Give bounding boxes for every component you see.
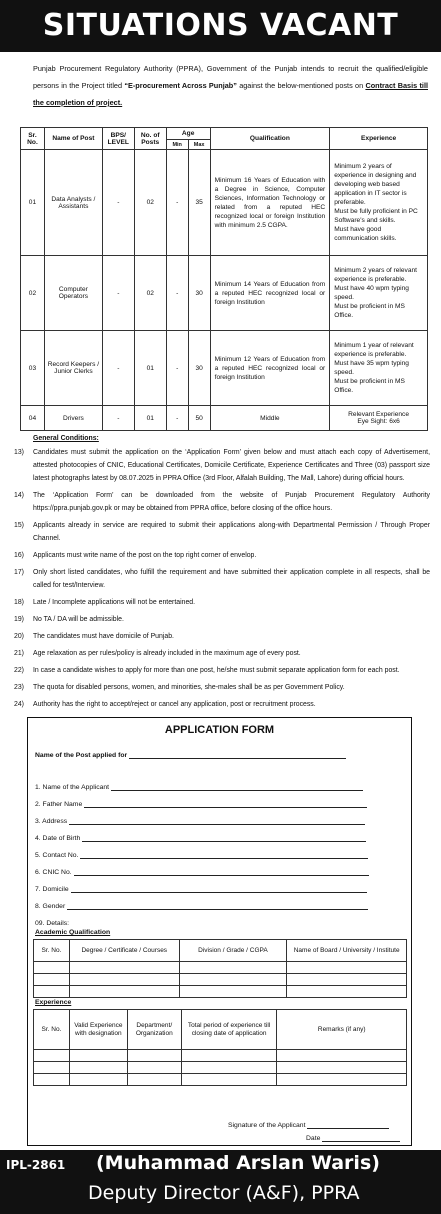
cnic-no-field (35, 868, 369, 876)
academic-cell[interactable] (287, 962, 407, 974)
condition-text: Applicants already in service are required to submit their applications along-with Departmental Permission / Through Proper Channel. (33, 522, 430, 542)
signature-label: Signature of the Applicant (228, 1122, 306, 1129)
experience-line: Must have good communication skills. (334, 226, 397, 242)
row-qualification: Minimum 14 Years of Education from a reputed HEC recognized local or foreign Institution (210, 256, 330, 331)
date-line[interactable] (322, 1134, 400, 1142)
signatory-name: (Muhammad Arslan Waris) (96, 1152, 380, 1174)
signature-line[interactable] (307, 1121, 389, 1129)
ipl-code: IPL-2861 (6, 1158, 66, 1172)
field-line[interactable] (80, 851, 368, 859)
row-age-max: 35 (188, 150, 210, 256)
header-age: Age (166, 128, 210, 140)
academic-cell[interactable] (287, 986, 407, 998)
intro-text: Punjab Procurement Regulatory Authority (PPRA), Government of the Punjab intends to recruit the qualified/eligible persons in the Project titled (33, 64, 428, 90)
condition-item (14, 596, 430, 609)
applicant-name-field (35, 783, 363, 791)
condition-number: 24) (14, 701, 24, 708)
field-label: 2. Father Name (35, 801, 83, 808)
row-experience (330, 331, 428, 406)
experience-cell[interactable] (181, 1062, 277, 1074)
field-line[interactable] (84, 800, 367, 808)
experience-cell[interactable] (69, 1074, 127, 1086)
footer (0, 1150, 441, 1214)
signatory-designation: Deputy Director (A&F), PPRA (88, 1182, 360, 1204)
row-age-min: - (166, 406, 188, 431)
condition-item (14, 630, 430, 643)
condition-item (14, 549, 430, 562)
condition-number: 16) (14, 552, 24, 559)
condition-number: 19) (14, 616, 24, 623)
row-experience (330, 406, 428, 431)
general-conditions (14, 432, 430, 715)
condition-item (14, 489, 430, 515)
post-applied-field (35, 751, 346, 759)
field-line[interactable] (69, 817, 365, 825)
field-line[interactable] (67, 902, 368, 910)
field-line[interactable] (111, 783, 363, 791)
condition-item (14, 698, 430, 711)
academic-qualification-label: Academic Qualification (35, 929, 111, 936)
date-label: Date (306, 1135, 321, 1142)
condition-number: 15) (14, 522, 24, 529)
posts-table (20, 127, 428, 431)
experience-cell[interactable] (127, 1050, 181, 1062)
academic-cell[interactable] (69, 974, 179, 986)
row-age-max: 50 (188, 406, 210, 431)
academic-header: Division / Grade / CGPA (179, 940, 287, 962)
condition-text: The ‘Application Form’ can be downloaded from the website of Punjab Procurement Regulatory Authority https://ppra.punjab.gov.pk or may be obtained from PPRA office, before closing of the office hours. (33, 492, 430, 512)
field-label: 3. Address (35, 818, 68, 825)
gender-field (35, 902, 368, 910)
experience-header: Department/ Organization (127, 1010, 181, 1050)
field-label: 4. Date of Birth (35, 835, 81, 842)
field-label: 5. Contact No. (35, 852, 79, 859)
address-field (35, 817, 365, 825)
academic-cell[interactable] (179, 986, 287, 998)
experience-line: Minimum 1 year of relevant experience is preferable. (334, 342, 414, 358)
row-experience (330, 256, 428, 331)
experience-cell[interactable] (69, 1062, 127, 1074)
academic-cell[interactable] (34, 962, 70, 974)
contact-no-field (35, 851, 368, 859)
intro-text-2: against the below-mentioned posts on (236, 81, 366, 90)
row-bps: - (102, 150, 134, 256)
table-row (21, 150, 428, 256)
academic-header: Sr. No. (34, 940, 70, 962)
experience-line: Relevant Experience (348, 411, 410, 418)
experience-cell[interactable] (69, 1050, 127, 1062)
father-name-field (35, 800, 367, 808)
experience-line: Eye Sight: 6x6 (357, 418, 400, 425)
condition-text: The quota for disabled persons, women, and minorities, she-males shall be as per Government Policy. (33, 684, 345, 691)
header-name-of-post: Name of Post (44, 128, 102, 150)
form-title: APPLICATION FORM (164, 724, 275, 736)
table-row (21, 406, 428, 431)
condition-text: Authority has the right to accept/reject or cancel any application, post or recruitment process. (33, 701, 316, 708)
condition-item (14, 664, 430, 677)
header-bps: BPS/ LEVEL (102, 128, 134, 150)
academic-cell[interactable] (179, 974, 287, 986)
experience-cell[interactable] (127, 1062, 181, 1074)
header-qualification: Qualification (210, 128, 330, 150)
condition-text: Only short listed candidates, who fulfill the requirement and have submitted their application complete in all respects, shall be called for test/Interview. (33, 569, 430, 589)
row-sr: 02 (21, 256, 45, 331)
contract-basis: Contract Basis till the completion of project. (33, 81, 428, 107)
experience-header: Sr. No. (34, 1010, 70, 1050)
condition-text: Candidates must submit the application on the ‘Application Form’ given below and must attach each copy of Advertisement, attested photocopies of CNIC, Educational Certificates, Domicile Certificate, Experience Certificates and Three (03) passport size latest photographs latest by 08.07.2025 in PPRA Office (3rd Floor, Alfalah Building, The Mall, Lahore) during official hours. (33, 449, 430, 482)
header-sr-no: Sr. No. (21, 128, 45, 150)
row-post-name: Record Keepers / Junior Clerks (44, 331, 102, 406)
row-post-name: Computer Operators (44, 256, 102, 331)
header-experience: Experience (330, 128, 428, 150)
row-age-min: - (166, 256, 188, 331)
details-label: 09. Details: (35, 920, 70, 927)
conditions-title: General Conditions: (33, 435, 99, 442)
experience-line: Must be fully proficient in PC Software's and skills. (334, 208, 418, 224)
row-post-name: Data Analysts / Assistants (44, 150, 102, 256)
field-line[interactable] (71, 885, 367, 893)
row-sr: 01 (21, 150, 45, 256)
condition-item (14, 613, 430, 626)
post-applied-line[interactable] (129, 751, 346, 759)
experience-cell[interactable] (181, 1050, 277, 1062)
condition-number: 17) (14, 569, 24, 576)
field-label: 8. Gender (35, 903, 66, 910)
row-experience (330, 150, 428, 256)
page-title: SITUATIONS VACANT (0, 0, 441, 52)
field-label: 1. Name of the Applicant (35, 784, 110, 791)
row-no-posts: 02 (134, 256, 166, 331)
experience-line: Must be proficient in MS Office. (334, 303, 405, 319)
condition-item (14, 566, 430, 592)
row-qualification: Middle (210, 406, 330, 431)
row-age-min: - (166, 331, 188, 406)
row-age-max: 30 (188, 331, 210, 406)
field-line[interactable] (74, 868, 369, 876)
condition-number: 20) (14, 633, 24, 640)
header-no-of-posts: No. of Posts (134, 128, 166, 150)
row-bps: - (102, 256, 134, 331)
table-row (21, 256, 428, 331)
academic-header: Name of Board / University / Institute (287, 940, 407, 962)
row-no-posts: 01 (134, 406, 166, 431)
field-label: 7. Domicile (35, 886, 69, 893)
experience-cell[interactable] (277, 1062, 407, 1074)
condition-item (14, 446, 430, 485)
field-label: 6. CNIC No. (35, 869, 72, 876)
post-applied-label: Name of the Post applied for (35, 752, 128, 759)
experience-line: Must have 40 wpm typing speed. (334, 285, 409, 301)
condition-item (14, 681, 430, 694)
domicile-field (35, 885, 367, 893)
academic-table (33, 939, 407, 998)
experience-cell[interactable] (277, 1074, 407, 1086)
experience-label: Experience (35, 999, 72, 1006)
experience-header: Total period of experience till closing date of application (181, 1010, 277, 1050)
condition-number: 18) (14, 599, 24, 606)
academic-cell[interactable] (34, 986, 70, 998)
experience-line: Must have 35 wpm typing speed. (334, 360, 409, 376)
condition-item (14, 519, 430, 545)
application-form (27, 717, 412, 1146)
header-age-max: Max (188, 140, 210, 150)
row-age-min: - (166, 150, 188, 256)
experience-cell[interactable] (34, 1062, 70, 1074)
row-post-name: Drivers (44, 406, 102, 431)
experience-line: Minimum 2 years of experience in designing and developing web based application in IT sector is preferable. (334, 163, 417, 206)
header-age-min: Min (166, 140, 188, 150)
row-no-posts: 01 (134, 331, 166, 406)
condition-text: Applicants must write name of the post on the top right corner of envelop. (33, 552, 257, 559)
academic-cell[interactable] (69, 962, 179, 974)
table-row (21, 331, 428, 406)
experience-cell[interactable] (127, 1074, 181, 1086)
condition-number: 14) (14, 492, 24, 499)
academic-cell[interactable] (179, 962, 287, 974)
experience-line: Minimum 2 years of relevant experience is preferable. (334, 267, 418, 283)
row-bps: - (102, 331, 134, 406)
row-sr: 04 (21, 406, 45, 431)
row-qualification: Minimum 12 Years of Education from a reputed HEC recognized local or foreign Institution (210, 331, 330, 406)
experience-cell[interactable] (277, 1050, 407, 1062)
experience-cell[interactable] (34, 1050, 70, 1062)
condition-text: No TA / DA will be admissible. (33, 616, 124, 623)
condition-number: 22) (14, 667, 24, 674)
field-line[interactable] (82, 834, 366, 842)
academic-cell[interactable] (287, 974, 407, 986)
intro-paragraph (33, 60, 428, 111)
academic-header: Degree / Certificate / Courses (69, 940, 179, 962)
condition-text: Late / Incomplete applications will not be entertained. (33, 599, 196, 606)
row-bps: - (102, 406, 134, 431)
academic-cell[interactable] (69, 986, 179, 998)
signature-field (228, 1121, 389, 1129)
experience-header: Valid Experience with designation (69, 1010, 127, 1050)
condition-text: In case a candidate wishes to apply for more than one post, he/she must submit separate application form for each post. (33, 667, 400, 674)
row-sr: 03 (21, 331, 45, 406)
row-age-max: 30 (188, 256, 210, 331)
experience-table (33, 1009, 407, 1086)
condition-number: 21) (14, 650, 24, 657)
academic-cell[interactable] (34, 974, 70, 986)
project-title: “E-procurement Across Punjab” (124, 81, 237, 90)
condition-text: The candidates must have domicile of Punjab. (33, 633, 174, 640)
condition-number: 23) (14, 684, 24, 691)
date-field (306, 1134, 400, 1142)
row-no-posts: 02 (134, 150, 166, 256)
condition-item (14, 647, 430, 660)
experience-cell[interactable] (34, 1074, 70, 1086)
experience-line: Must be proficient in MS Office. (334, 378, 405, 394)
row-qualification: Minimum 16 Years of Education with a Degree in Science, Computer Sciences, Information Technology or related from a reputed HEC recognized local or foreign Institution with minimum 2.5 CGPA. (210, 150, 330, 256)
condition-text: Age relaxation as per rules/policy is already included in the maximum age of every post. (33, 650, 301, 657)
date-of-birth-field (35, 834, 366, 842)
experience-cell[interactable] (181, 1074, 277, 1086)
experience-header: Remarks (if any) (277, 1010, 407, 1050)
condition-number: 13) (14, 449, 24, 456)
